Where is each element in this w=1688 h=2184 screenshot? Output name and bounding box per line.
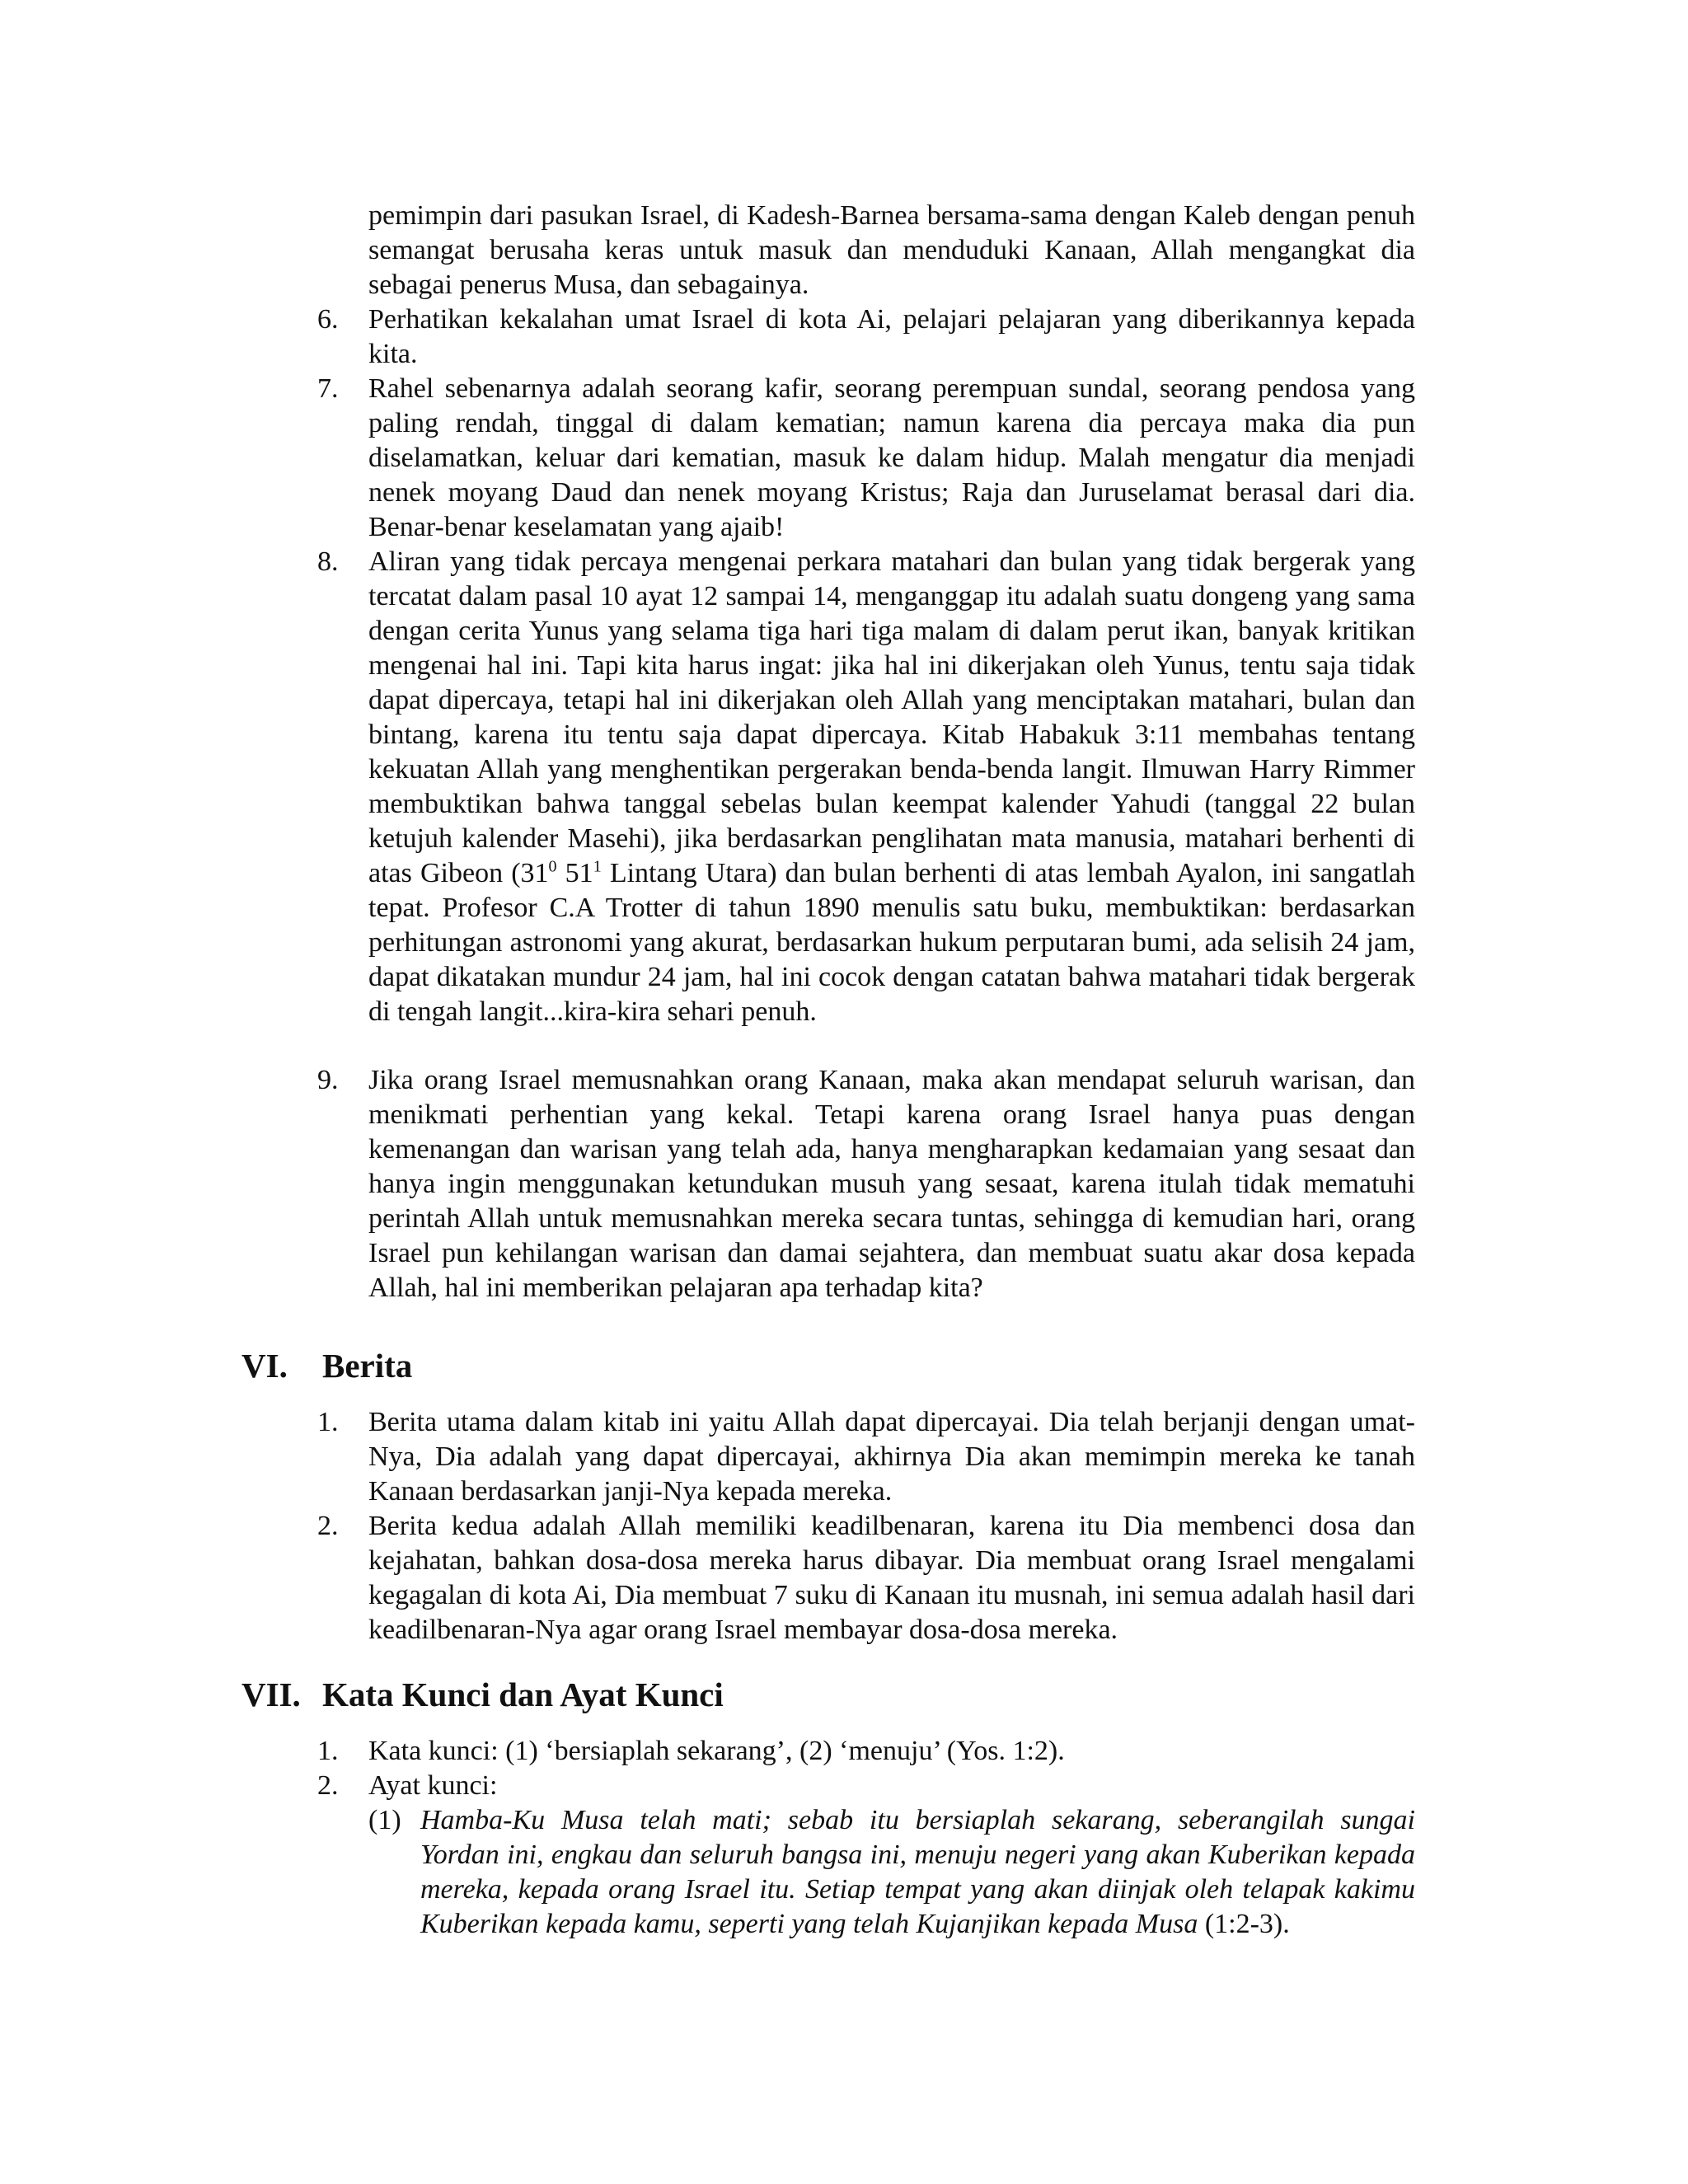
list-text: Jika orang Israel memusnahkan orang Kanaan, maka akan mendapat seluruh warisan, dan menikmati perhentian yang kekal. Tetapi karena orang Israel hanya puas dengan kemenangan dan warisan yang telah ada, hanya mengharapkan kedamaian yang sesaat dan hanya ingin menggunakan ketundukan musuh yang sesaat, karena itulah tidak mematuhi perintah Allah untuk memusnahkan mereka secara tuntas, sehingga di kemudian hari, orang Israel pun kehilangan warisan dan damai sejahtera, dan membuat suatu akar dosa kepada Allah, hal ini memberikan pelajaran apa terhadap kita? [368, 1065, 1415, 1303]
section-title: Kata Kunci dan Ayat Kunci [322, 1675, 724, 1713]
berita-item-1 [317, 1405, 1415, 1509]
list-text: Berita kedua adalah Allah memiliki keadilbenaran, karena itu Dia membenci dosa dan kejahatan, bahkan dosa-dosa mereka harus dibayar. Dia membuat orang Israel mengalami kegagalan di kota Ai, Dia membuat 7 suku di Kanaan itu musnah, ini semua adalah hasil dari keadilbenaran-Nya agar orang Israel membayar dosa-dosa mereka. [368, 1511, 1415, 1645]
list-text: Rahel sebenarnya adalah seorang kafir, seorang perempuan sundal, seorang pendosa yang paling rendah, tinggal di dalam kematian; namun karena dia percaya maka dia pun diselamatkan, keluar dari kematian, masuk ke dalam hidup. Malah mengatur dia menjadi nenek moyang Daud dan nenek moyang Kristus; Raja dan Juruselamat berasal dari dia. Benar-benar keselamatan yang ajaib! [368, 373, 1415, 542]
list-text: Kata kunci: (1) ‘bersiaplah sekarang’, (2) ‘menuju’ (Yos. 1:2). [368, 1736, 1065, 1766]
section-heading-vii [241, 1674, 724, 1715]
list-text: Perhatikan kekalahan umat Israel di kota Ai, pelajari pelajaran yang diberikannya kepada kita. [368, 304, 1415, 369]
section-title: Berita [322, 1347, 413, 1385]
list-item-7 [317, 372, 1415, 545]
text-part: Aliran yang tidak percaya mengenai perkara matahari dan bulan yang tidak bergerak yang tercatat dalam pasal 10 ayat 12 sampai 14, menganggap itu adalah suatu dongeng yang sama dengan cerita Yunus yang selama tiga hari tiga malam di dalam perut ikan, banyak kritikan mengenai hal ini. Tapi kita harus ingat: jika hal ini dikerjakan oleh Yunus, tentu saja tidak dapat dipercaya, tetapi hal ini dikerjakan oleh Allah yang menciptakan matahari, bulan dan bintang, karena itu tentu saja dapat dipercaya. Kitab Habakuk 3:11 membahas tentang kekuatan Allah yang menghentikan pergerakan benda-benda langit. Ilmuwan Harry Rimmer membuktikan bahwa tanggal sebelas bulan keempat kalender Yahudi (tanggal 22 bulan ketujuh kalender Masehi), jika berdasarkan penglihatan mata manusia, matahari berhenti di atas Gibeon (31 [368, 546, 1415, 888]
list-item-6 [317, 302, 1415, 372]
scripture-quote: Hamba-Ku Musa telah mati; sebab itu bersiaplah sekarang, seberangilah sungai Yordan ini, engkau dan seluruh bangsa ini, menuju negeri yang akan Kuberikan kepada mereka, kepada orang Israel itu. Setiap tempat yang akan diinjak oleh telapak kakimu Kuberikan kepada kamu, seperti yang telah Kujanjikan kepada Musa [420, 1805, 1415, 1939]
list-item-8 [317, 545, 1415, 1029]
berita-item-2 [317, 1509, 1415, 1647]
list-text: Ayat kunci: [368, 1770, 498, 1801]
list-number: 2. [317, 1511, 339, 1541]
superscript-degree: 0 [548, 857, 557, 876]
list-number: 9. [317, 1065, 339, 1095]
list-number: 8. [317, 546, 339, 577]
list-text [368, 545, 1415, 1029]
list-number: 6. [317, 304, 339, 335]
list-text: Berita utama dalam kitab ini yaitu Allah dapat dipercayai. Dia telah berjanji dengan umat-Nya, Dia adalah yang dapat dipercayai, akhirnya Dia akan memimpin mereka ke tanah Kanaan berdasarkan janji-Nya kepada mereka. [368, 1407, 1415, 1507]
section-number: VII. [241, 1675, 301, 1713]
list-item-9 [317, 1063, 1415, 1305]
text-part: Lintang Utara) dan bulan berhenti di atas lembah Ayalon, ini sangatlah tepat. Profesor C.A Trotter di tahun 1890 menulis satu buku, membuktikan: berdasarkan perhitungan astronomi yang akurat, berdasarkan hukum perputaran bumi, ada selisih 24 jam, dapat dikatakan mundur 24 jam, hal ini cocok dengan catatan bahwa matahari tidak bergerak di tengah langit...kira-kira sehari penuh. [368, 858, 1416, 1027]
list-number: 2. [317, 1770, 339, 1801]
text-part: 51 [556, 858, 593, 888]
continuation-paragraph: pemimpin dari pasukan Israel, di Kadesh-Barnea bersama-sama dengan Kaleb dengan penuh semangat berusaha keras untuk masuk dan menduduki Kanaan, Allah mengangkat dia sebagai penerus Musa, dan sebagainya. [368, 200, 1415, 300]
list-number: 1. [317, 1736, 339, 1766]
sub-item-number: (1) [368, 1805, 401, 1835]
list-number: 1. [317, 1407, 339, 1437]
list-number: 7. [317, 373, 339, 404]
sub-item-text [420, 1803, 1415, 1942]
ayat-kunci-sub-item-1 [368, 1803, 1415, 1942]
superscript-minute: 1 [593, 857, 602, 876]
section-number: VI. [241, 1347, 288, 1385]
scripture-reference: (1:2-3). [1198, 1909, 1290, 1939]
kunci-item-1 [317, 1734, 1415, 1769]
section-heading-vi [241, 1345, 412, 1386]
kunci-item-2 [317, 1769, 1415, 1803]
